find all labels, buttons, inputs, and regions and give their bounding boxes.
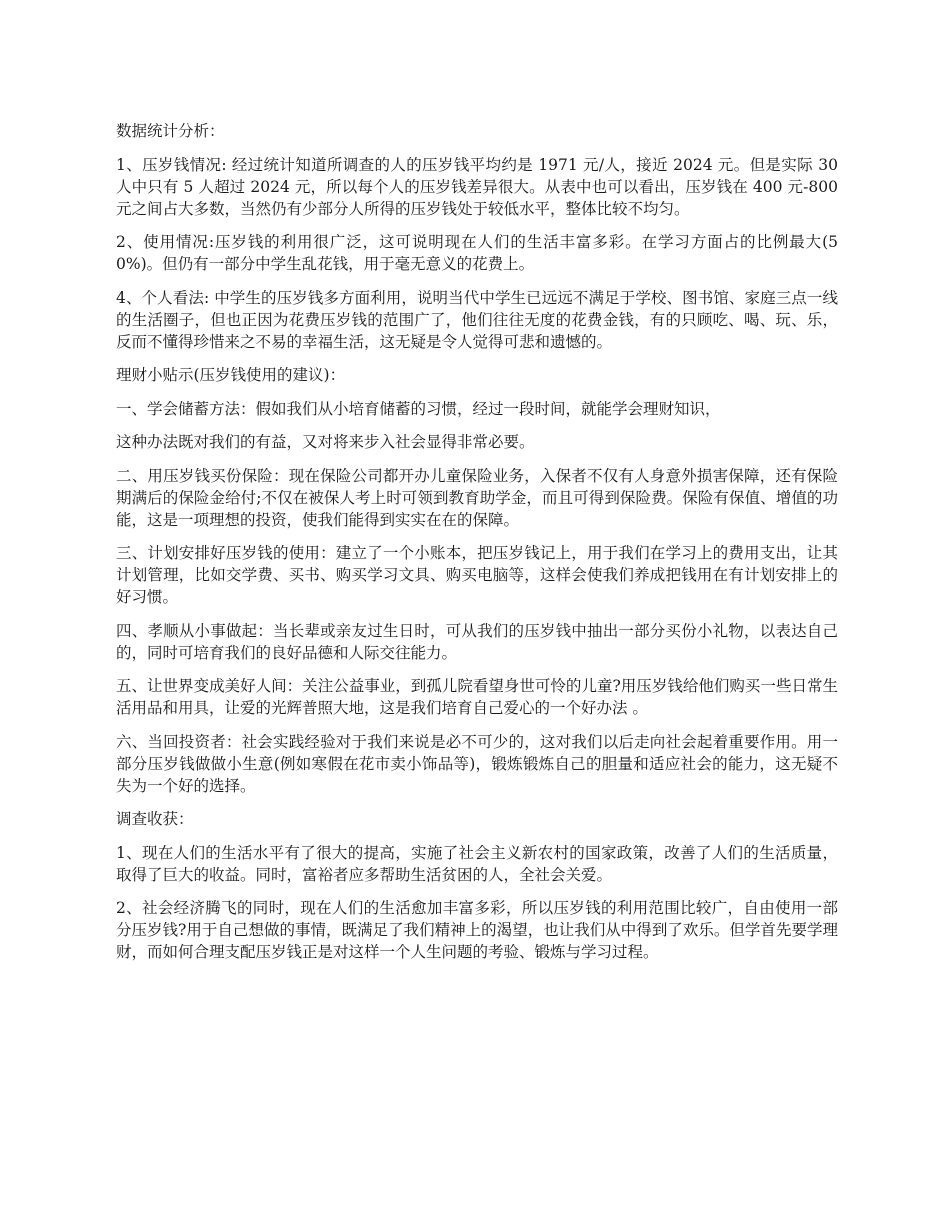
document-body: [116, 120, 838, 975]
heading-data-analysis: 数据统计分析：: [116, 122, 225, 140]
heading-survey-gains: 调查收获：: [116, 810, 194, 828]
paragraph-tip-filial: 四、孝顺从小事做起：当长辈或亲友过生日时，可从我们的压岁钱中抽出一部分买份小礼物，以表达自己的，同时可培育我们的良好品德和人际交往能力。: [116, 621, 838, 662]
paragraph-tip-savings-continued: 这种办法既对我们的有益，又对将来步入社会显得非常必要。: [116, 433, 535, 451]
heading-finance-tips: 理财小贴示(压岁钱使用的建议)：: [116, 366, 346, 384]
paragraph-tip-planning: 三、计划安排好压岁钱的使用：建立了一个小账本，把压岁钱记上，用于我们在学习上的费用支出，让其计划管理，比如交学费、买书、购买学习文具、购买电脑等，这样会使我们养成把钱用在有计划安排上的好习惯。: [116, 544, 838, 606]
paragraph-usage-situation: 2、使用情况:压岁钱的利用很广泛，这可说明现在人们的生活丰富多彩。在学习方面占的比例最大(50%)。但仍有一部分中学生乱花钱，用于毫无意义的花费上。: [116, 233, 838, 273]
paragraph-lucky-money-situation: 1、压岁钱情况: 经过统计知道所调查的人的压岁钱平均约是 1971 元/人，接近 2024 元。但是实际 30 人中只有 5 人超过 2024 元，所以每个人的压岁钱差异很大。从表中也可以看出，压岁钱在 400 元-800 元之间占大多数，当然仍有少部分人所得的压岁钱处于较低水平，整体比较不均匀。: [116, 155, 838, 218]
paragraph-tip-charity: 五、让世界变成美好人间：关注公益事业，到孤儿院看望身世可怜的儿童?用压岁钱给他们购买一些日常生活用品和用具，让爱的光辉普照大地，这是我们培育自己爱心的一个好办法 。: [116, 677, 838, 717]
paragraph-tip-savings: 一、学会储蓄方法：假如我们从小培育储蓄的习惯，经过一段时间，就能学会理财知识，: [116, 399, 721, 418]
paragraph-personal-opinion: 4、个人看法: 中学生的压岁钱多方面利用，说明当代中学生已远远不满足于学校、图书馆、家庭三点一线的生活圈子，但也正因为花费压岁钱的范围广了，他们往往无度的花费金钱，有的只顾吃、喝、玩、乐，反而不懂得珍惜来之不易的幸福生活，这无疑是令人觉得可悲和遗憾的。: [116, 288, 838, 351]
paragraph-gain-economy: 2、社会经济腾飞的同时，现在人们的生活愈加丰富多彩，所以压岁钱的利用范围比较广，自由使用一部分压岁钱?用于自己想做的事情，既满足了我们精神上的渴望，也让我们从中得到了欢乐。但学首先要学理财，而如何合理支配压岁钱正是对这样一个人生问题的考验、锻炼与学习过程。: [116, 899, 838, 961]
paragraph-gain-living-standard: 1、现在人们的生活水平有了很大的提高，实施了社会主义新农村的国家政策，改善了人们的生活质量，取得了巨大的收益。同时，富裕者应多帮助生活贫困的人，全社会关爱。: [116, 843, 838, 884]
paragraph-tip-insurance: 二、用压岁钱买份保险：现在保险公司都开办儿童保险业务，入保者不仅有人身意外损害保障，还有保险期满后的保险金给付;不仅在被保人考上时可领到教育助学金，而且可得到保险费。保险有保值、增值的功能，这是一项理想的投资，使我们能得到实实在在的保障。: [116, 466, 838, 529]
paragraph-tip-investor: 六、当回投资者：社会实践经验对于我们来说是必不可少的，这对我们以后走向社会起着重要作用。用一部分压岁钱做做小生意(例如寒假在花市卖小饰品等)，锻炼锻炼自己的胆量和适应社会的能力，这无疑不失为一个好的选择。: [116, 732, 838, 795]
